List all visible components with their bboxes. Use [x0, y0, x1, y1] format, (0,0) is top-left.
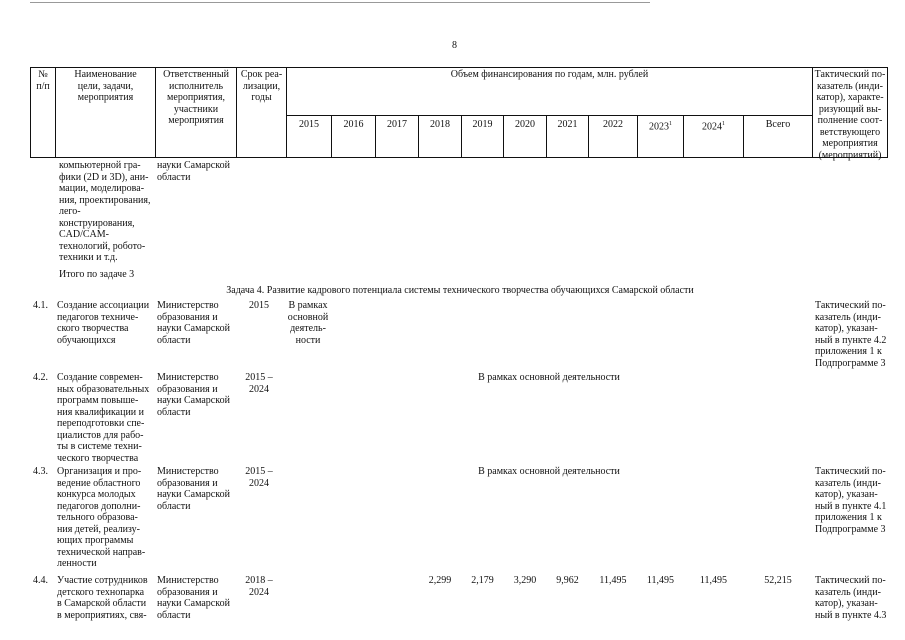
row-executor: Министерство образования и науки Самарской области: [157, 300, 230, 346]
row-value-2021: 9,962: [556, 575, 579, 586]
row-num: 4.2.: [33, 372, 48, 383]
row-num: 4.3.: [33, 466, 48, 477]
row-value-total: 52,215: [764, 575, 792, 586]
row-num: 4.1.: [33, 300, 48, 311]
header-year: 2015: [299, 119, 319, 130]
row-funding-note: В рамках основной деятельности: [478, 372, 620, 383]
header-year: 2021: [557, 119, 578, 130]
header-bottom-border: [30, 157, 887, 158]
header-year: 2018: [430, 119, 450, 130]
cont-name: компьютерной гра- фики (2D и 3D), ани- мации, моделирова- ния, проектирования, лего- конструирования, CAD/CAM- технологий, робото- техники и т.д.: [59, 160, 151, 263]
row-num: 4.4.: [33, 575, 48, 586]
row-term: 2015 – 2024: [245, 372, 273, 395]
header-year: 2020: [515, 119, 535, 130]
row-name: Создание современ- ных образовательных программ повыше- ния квалификации и переподготовки спе- циалистов для рабо- ты в системе техни- ческого творчества: [57, 372, 150, 464]
header-top-border: [30, 67, 887, 68]
row-term: 2015: [249, 300, 269, 311]
header-year: 2017: [387, 119, 407, 130]
row-funding-note: В рамках основной деятельности: [478, 466, 620, 477]
row-term: 2015 – 2024: [245, 466, 273, 489]
cont-executor: науки Самарской области: [157, 160, 230, 183]
row-indicator: Тактический по- казатель (инди- катор), указан- ный в пункте 4.1 приложения 1 к Подпрограмме 3: [815, 466, 887, 535]
task4-heading: Задача 4. Развитие кадрового потенциала системы технического творчества обучающихся Самарской области: [226, 285, 694, 296]
col-border: [286, 67, 287, 158]
row-value-2018: 2,299: [428, 575, 452, 586]
row-funding-note: В рамках основной деятель- ности: [287, 300, 329, 346]
row-executor: Министерство образования и науки Самарской области: [157, 466, 230, 512]
row-value-2020: 3,290: [513, 575, 537, 586]
row-value-2019: 2,179: [471, 575, 494, 586]
header-year: 2022: [603, 119, 623, 130]
row-indicator: Тактический по- казатель (инди- катор), указан- ный в пункте 4.3: [815, 575, 887, 621]
row-executor: Министерство образования и науки Самарской области: [157, 575, 230, 621]
row-name: Организация и про- ведение областного конкурса молодых педагогов дополни- тельного образова- ния детей, реализу- ющих программы технической направ- ленности: [57, 466, 146, 569]
header-num: № п/п: [36, 69, 50, 92]
header-year-2023: 2023$^1$: [649, 121, 672, 133]
header-executor: Ответственный исполнитель мероприятия, участники мероприятия: [163, 69, 229, 126]
years-row-top-border: [286, 115, 812, 116]
row-value-2024: 11,495: [699, 575, 728, 586]
page-number: 8: [452, 40, 457, 51]
header-term: Срок реа- лизации, годы: [240, 69, 283, 103]
header-year-2024: 2024$^1$: [702, 121, 725, 133]
row-value-2023: 11,495: [646, 575, 675, 586]
header-funding: Объем финансирования по годам, млн. рублей: [450, 69, 649, 80]
row-executor: Министерство образования и науки Самарской области: [157, 372, 230, 418]
header-year: 2019: [472, 119, 493, 130]
row-indicator: Тактический по- казатель (инди- катор), указан- ный в пункте 4.2 приложения 1 к Подпрограмме 3: [815, 300, 887, 369]
row-name: Создание ассоциации педагогов техниче- ского творчества обучающихся: [57, 300, 150, 346]
col-border: [887, 67, 888, 158]
header-total: Всего: [765, 119, 791, 130]
row-name: Участие сотрудников детского технопарка в Самарской области в мероприятиях, свя-: [57, 575, 148, 621]
header-year: 2016: [343, 119, 364, 130]
header-name: Наименование цели, задачи, мероприятия: [74, 69, 137, 103]
top-rule: [30, 2, 650, 3]
row-value-2022: 11,495: [599, 575, 627, 586]
header-indicator: Тактический по- казатель (инди- катор), характе- ризующий вы- полнение соот- ветствующего мероприятия (мероприятий): [814, 69, 886, 161]
cont-total: Итого по задаче 3: [59, 269, 135, 280]
row-term: 2018 – 2024: [245, 575, 273, 598]
